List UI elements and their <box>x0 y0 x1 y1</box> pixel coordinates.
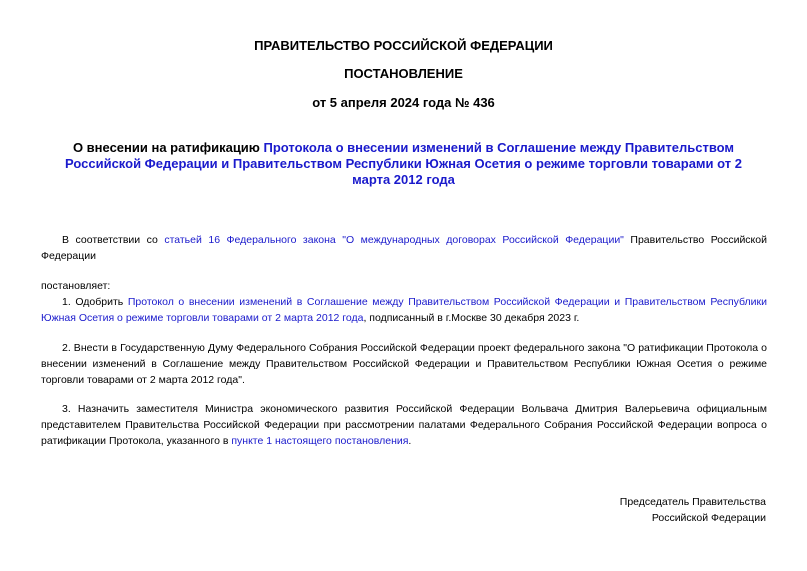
decree-word: постановляет: <box>41 280 111 292</box>
intro-paragraph <box>41 232 767 264</box>
signature-block <box>620 494 766 526</box>
protocol-link[interactable]: Протокол о внесении изменений в Соглашение между Правительством Российской Федерации и Правительством Республики Южная Осетия о режиме торговли товарами от 2 марта 2012 года <box>41 296 767 324</box>
item-3-suffix: . <box>408 435 412 447</box>
document-type-heading: ПОСТАНОВЛЕНИЕ <box>344 66 463 81</box>
intro-suffix: Правительство Российской Федерации <box>41 234 767 262</box>
item-2-paragraph: 2. Внести в Государственную Думу Федерального Собрания Российской Федерации проект федерального закона "О ратификации Протокола о внесении изменений в Соглашение между Правительством Российской Федерации и Правительством Республики Южная Осетия о режиме торговли товарами от 2 марта 2012 года". <box>41 342 767 386</box>
item-1-suffix: , подписанный в г.Москве 30 декабря 2023 г. <box>363 312 580 324</box>
intro-prefix: В соответствии со <box>62 234 165 246</box>
signature-title: Председатель Правительства <box>619 496 766 508</box>
date-number-heading: от 5 апреля 2024 года № 436 <box>312 95 495 110</box>
item-3-paragraph <box>41 401 767 449</box>
title-prefix: О внесении на ратификацию <box>72 140 264 155</box>
item-1-reference-link[interactable]: пункте 1 настоящего постановления <box>231 435 409 447</box>
signature-organization: Российской Федерации <box>651 512 766 524</box>
title-protocol-link[interactable]: Протокола о внесении изменений в Соглашение между Правительством Российской Федерации и Правительством Республики Южная Осетия о режиме торговли товарами от 2 марта 2012 года <box>65 140 742 187</box>
government-heading: ПРАВИТЕЛЬСТВО РОССИЙСКОЙ ФЕДЕРАЦИИ <box>254 38 553 53</box>
item-3-prefix: 3. Назначить заместителя Министра экономического развития Российской Федерации Вольвача Дмитрия Валерьевича официальным представителем Правительства Российской Федерации при рассмотрении палатами Федерального Собрания Российской Федерации вопроса о ратификации Протокола, указанного в <box>41 403 767 447</box>
document-title <box>48 140 759 188</box>
law-article-link[interactable]: статьей 16 Федерального закона "О международных договорах Российской Федерации" <box>164 234 624 246</box>
item-1-paragraph <box>41 294 767 326</box>
item-1-prefix: 1. Одобрить <box>62 296 128 308</box>
